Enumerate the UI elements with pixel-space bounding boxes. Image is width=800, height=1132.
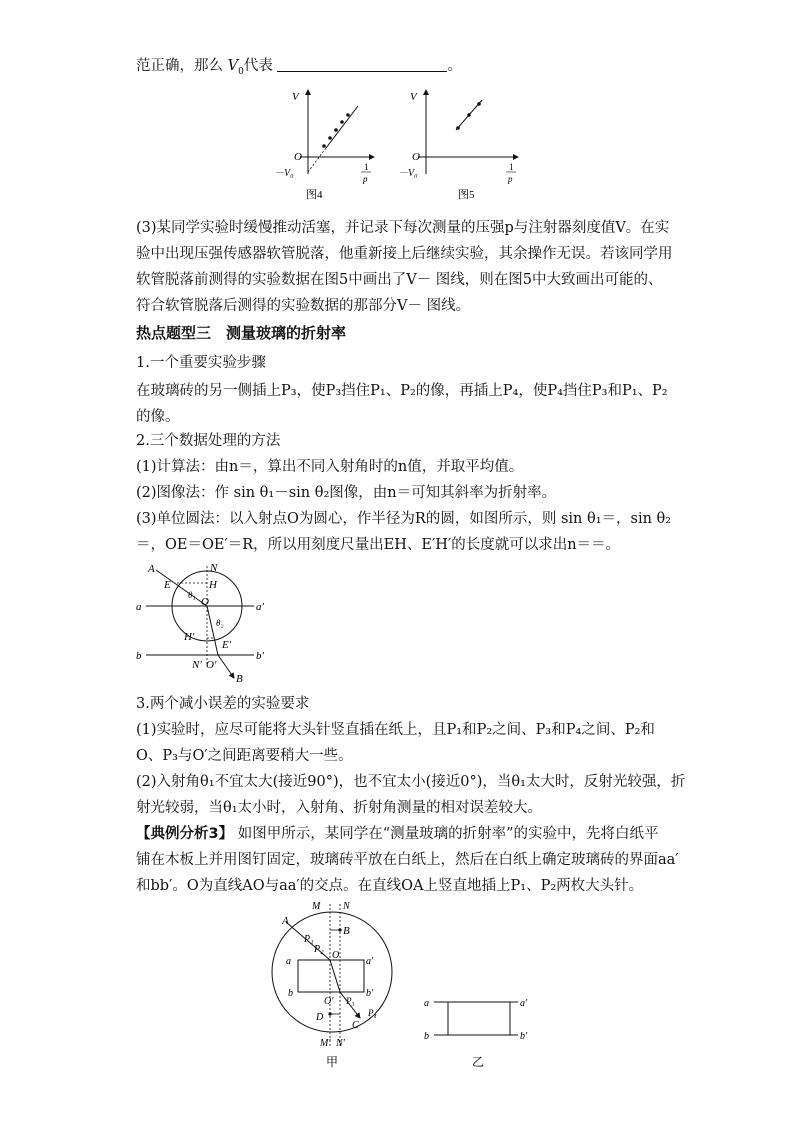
data-point	[328, 136, 332, 140]
label-H: H	[209, 579, 217, 591]
point-B	[338, 928, 341, 931]
v0-symbol: V	[227, 58, 239, 74]
y-label: V	[410, 91, 417, 103]
label-B: B	[343, 925, 350, 937]
paragraph-line: (3)某同学实验时缓慢推动活塞，并记录下每次测量的压强p与注射器刻度值V。在实	[136, 220, 670, 236]
paragraph-line: ＝，OE＝OE′＝R，所以用刻度尺量出EH、E′H′的长度就可以求出n＝＝。	[136, 537, 621, 553]
figure-yi	[420, 990, 544, 1072]
paragraph-line: 铺在木板上并用图钉固定，玻璃砖平放在白纸上，然后在白纸上确定玻璃砖的界面aa′	[136, 852, 679, 868]
label-N: N	[210, 562, 218, 574]
section-title: 热点题型三 测量玻璃的折射率	[136, 324, 347, 342]
figure-5	[396, 86, 526, 202]
paragraph-line: (2)图像法：作 sin θ₁－sin θ₂图像，由n＝可知其斜率为折射率。	[136, 485, 557, 501]
label-a-prime: a′	[520, 998, 528, 1009]
label-P2: P₂	[314, 944, 324, 955]
paragraph-line: (1)实验时，应尽可能将大头针竖直插在纸上，且P₁和P₂之间、P₃和P₄之间、P₂和	[136, 722, 655, 738]
label-B: B	[236, 673, 243, 685]
y-label: V	[292, 91, 299, 103]
label-b-prime: b′	[256, 650, 264, 662]
label-P4: P₄	[368, 1008, 377, 1018]
label-M: M	[312, 901, 321, 912]
paragraph-line: (3)单位圆法：以入射点O为圆心，作半径为R的圆，如图所示，则 sin θ₁＝，sin θ₂	[136, 511, 672, 527]
label-a: a	[424, 998, 429, 1009]
neg-v0-label: －V₀	[398, 168, 418, 179]
fig4-caption: 图4	[306, 189, 323, 201]
answer-line	[136, 56, 676, 82]
text: 。	[447, 58, 462, 74]
label-M-prime: M′	[320, 1038, 331, 1049]
paragraph-line: 和bb′。O为直线AO与aa′的交点。在直线OA上竖直地插上P₁、P₂两枚大头针。	[136, 878, 644, 894]
x-label-den: p	[508, 174, 513, 184]
x-label-num: 1	[364, 162, 369, 172]
label-theta1: θ₁	[188, 590, 196, 600]
label-P3: P₃	[346, 996, 355, 1006]
label-A: A	[282, 915, 289, 927]
figure-4	[270, 86, 380, 202]
label-b: b	[288, 988, 293, 999]
origin-label: O	[294, 151, 302, 163]
origin-label: O	[412, 151, 420, 163]
extrapolation-line	[308, 148, 326, 172]
label-theta2: θ₂	[216, 618, 224, 628]
paragraph-line: 的像。	[136, 409, 180, 425]
label-a-prime: a′	[366, 956, 374, 967]
data-point	[346, 113, 350, 117]
refracted-ray	[207, 606, 218, 655]
paragraph-line: 验中出现压强传感器软管脱落，他重新接上后继续实验，其余操作无误。若该同学用	[136, 246, 673, 262]
data-point	[322, 144, 326, 148]
answer-blank[interactable]	[277, 57, 447, 72]
label-a: a	[136, 601, 142, 613]
label-A: A	[148, 563, 155, 575]
data-point	[467, 113, 471, 117]
data-point	[477, 102, 481, 106]
subsection-title: 2.三个数据处理的方法	[136, 433, 281, 449]
point-D	[328, 1012, 331, 1015]
neg-v0-label: －V₀	[274, 168, 294, 179]
label-D: D	[316, 1012, 324, 1023]
label-N-prime: N′	[192, 659, 202, 671]
text: 如图甲所示，某同学在“测量玻璃的折射率”的实验中，先将白纸平	[237, 826, 659, 842]
label-b-prime: b′	[366, 988, 374, 999]
data-point	[340, 120, 344, 124]
label-b: b	[136, 650, 142, 662]
label-b-prime: b′	[520, 1031, 528, 1042]
paragraph-line: (2)入射角θ₁不宜太大(接近90°)，也不宜太小(接近0°)，当θ₁太大时，反射光较强，折	[136, 774, 686, 790]
label-b: b	[424, 1031, 429, 1042]
label-N-prime: N′	[336, 1038, 345, 1049]
paragraph-line: 软管脱落前测得的实验数据在图5中画出了V－ 图线，则在图5中大致画出可能的、	[136, 272, 663, 288]
data-point	[334, 128, 338, 132]
unit-circle-figure	[134, 560, 284, 688]
label-N: N	[343, 901, 350, 912]
glass-block	[448, 1002, 510, 1035]
label-O-prime: O′	[324, 996, 334, 1007]
figure-jia	[264, 900, 404, 1072]
label-a: a	[286, 956, 291, 967]
label-E-prime: E′	[222, 639, 232, 651]
v0-subscript: 0	[238, 66, 244, 77]
x-label-den: p	[363, 174, 368, 184]
yi-caption: 乙	[472, 1055, 485, 1069]
label-P1: P₁	[304, 934, 314, 945]
paragraph-line: 符合软管脱落后测得的实验数据的那部分V－ 图线。	[136, 298, 471, 314]
label-O: O	[332, 950, 340, 961]
jia-caption: 甲	[326, 1055, 339, 1069]
paragraph-line: O、P₃与O′之间距离要稍大一些。	[136, 748, 353, 764]
label-O: O	[201, 596, 209, 608]
text: 代表	[243, 58, 273, 74]
paragraph-line: 射光较弱，当θ₁太小时，入射角、折射角测量的相对误差较大。	[136, 800, 543, 816]
text: 范正确，那么	[136, 58, 223, 74]
label-O-prime: O′	[206, 659, 217, 671]
refracted-ray	[330, 960, 340, 992]
example-line	[136, 824, 676, 844]
subsection-title: 3.两个减小误差的实验要求	[136, 696, 310, 712]
paragraph-line: (1)计算法：由n＝，算出不同入射角时的n值，并取平均值。	[136, 459, 524, 475]
label-H-prime: H′	[184, 631, 195, 643]
x-label-num: 1	[509, 162, 514, 172]
subsection-title: 1.一个重要实验步骤	[136, 355, 266, 371]
exit-ray	[218, 655, 234, 678]
fig5-caption: 图5	[458, 189, 475, 201]
label-E: E	[164, 579, 171, 591]
example-label: 【典例分析3】	[136, 826, 234, 842]
data-line	[326, 106, 358, 148]
label-C: C	[352, 1020, 359, 1031]
paragraph-line: 在玻璃砖的另一侧插上P₃，使P₃挡住P₁、P₂的像，再插上P₄，使P₄挡住P₃和P₁、P₂	[136, 383, 668, 399]
label-a-prime: a′	[256, 601, 264, 613]
data-point	[456, 126, 460, 130]
